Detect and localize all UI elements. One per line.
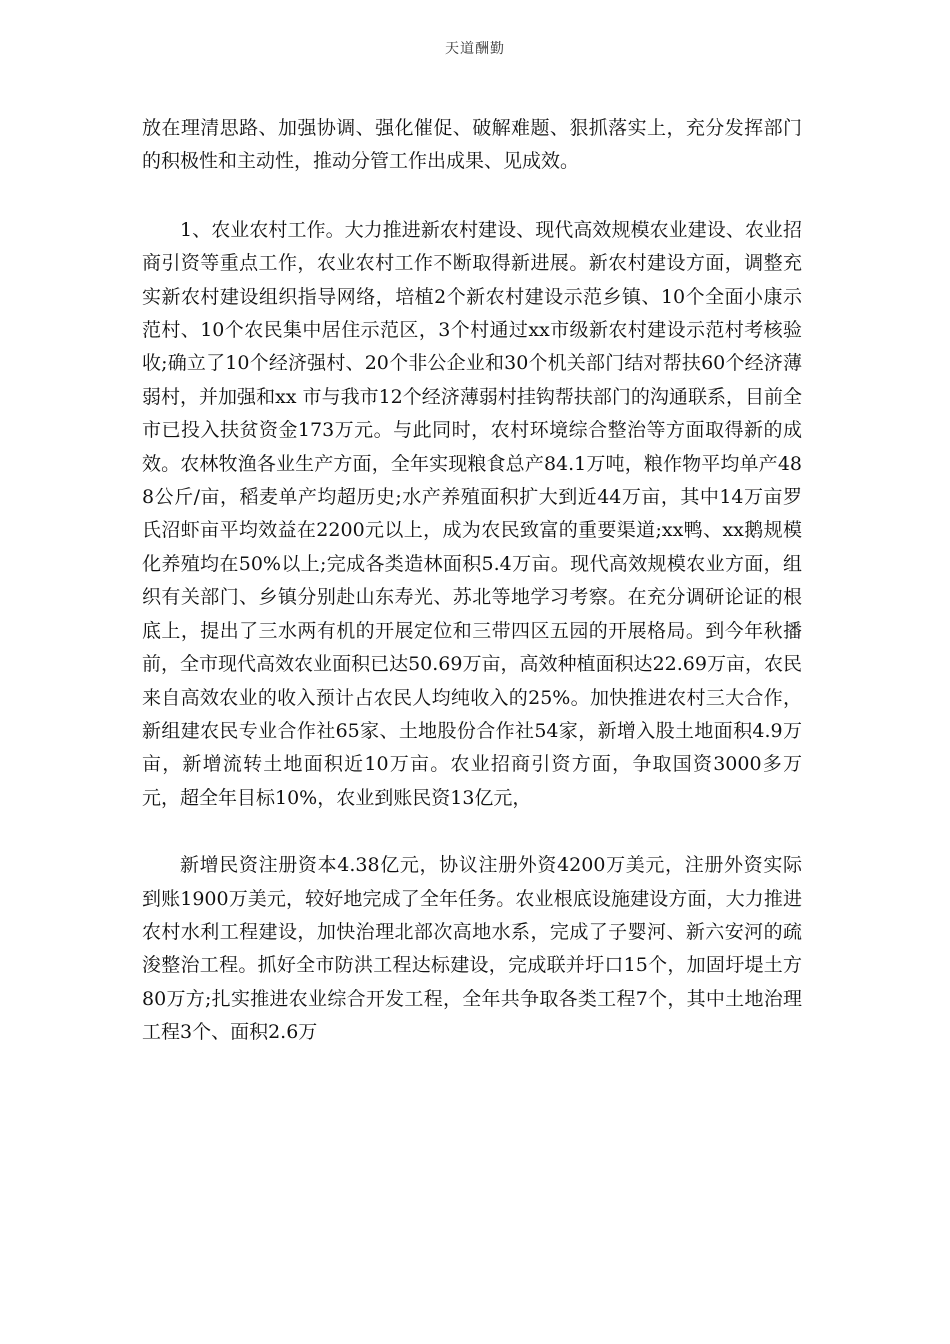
- document-body: [142, 112, 802, 1050]
- paragraph-agriculture-rural-work: 1、农业农村工作。大力推进新农村建设、现代高效规模农业建设、农业招商引资等重点工作，农业农村工作不断取得新进展。新农村建设方面，调整充实新农村建设组织指导网络，培植2个新农村建设示范乡镇、10个全面小康示范村、10个农民集中居住示范区，3个村通过xx市级新农村建设示范村考核验收;确立了10个经济强村、20个非公企业和30个机关部门结对帮扶60个经济薄弱村，并加强和xx 市与我市12个经济薄弱村挂钩帮扶部门的沟通联系，目前全市已投入扶贫资金173万元。与此同时，农村环境综合整治等方面取得新的成效。农林牧渔各业生产方面，全年实现粮食总产84.1万吨，粮作物平均单产488公斤/亩，稻麦单产均超历史;水产养殖面积扩大到近44万亩，其中14万亩罗氏沼虾亩平均效益在2200元以上，成为农民致富的重要渠道;xx鸭、xx鹅规模化养殖均在50%以上;完成各类造林面积5.4万亩。现代高效规模农业方面，组织有关部门、乡镇分别赴山东寿光、苏北等地学习考察。在充分调研论证的根底上，提出了三水两有机的开展定位和三带四区五园的开展格局。到今年秋播前，全市现代高效农业面积已达50.69万亩，高效种植面积达22.69万亩，农民来自高效农业的收入预计占农民人均纯收入的25%。加快推进农村三大合作，新组建农民专业合作社65家、土地股份合作社54家，新增入股土地面积4.9万亩，新增流转土地面积近10万亩。农业招商引资方面，争取国资3000多万元，超全年目标10%，农业到账民资13亿元，: [142, 218, 802, 809]
- paragraph-private-investment: 新增民资注册资本4.38亿元，协议注册外资4200万美元，注册外资实际到账1900万美元，较好地完成了全年任务。农业根底设施建设方面，大力推进农村水利工程建设，加快治理北部次高地水系，完成了子婴河、新六安河的疏浚整治工程。抓好全市防洪工程达标建设，完成联并圩口15个，加固圩堤土方80万方;扎实推进农业综合开发工程，全年共争取各类工程7个，其中土地治理工程3个、面积2.6万: [142, 854, 802, 1044]
- page-header: 天道酬勤: [445, 41, 505, 57]
- paragraph-continuation: 放在理清思路、加强协调、强化催促、破解难题、狠抓落实上，充分发挥部门的积极性和主动性，推动分管工作出成果、见成效。: [142, 117, 802, 173]
